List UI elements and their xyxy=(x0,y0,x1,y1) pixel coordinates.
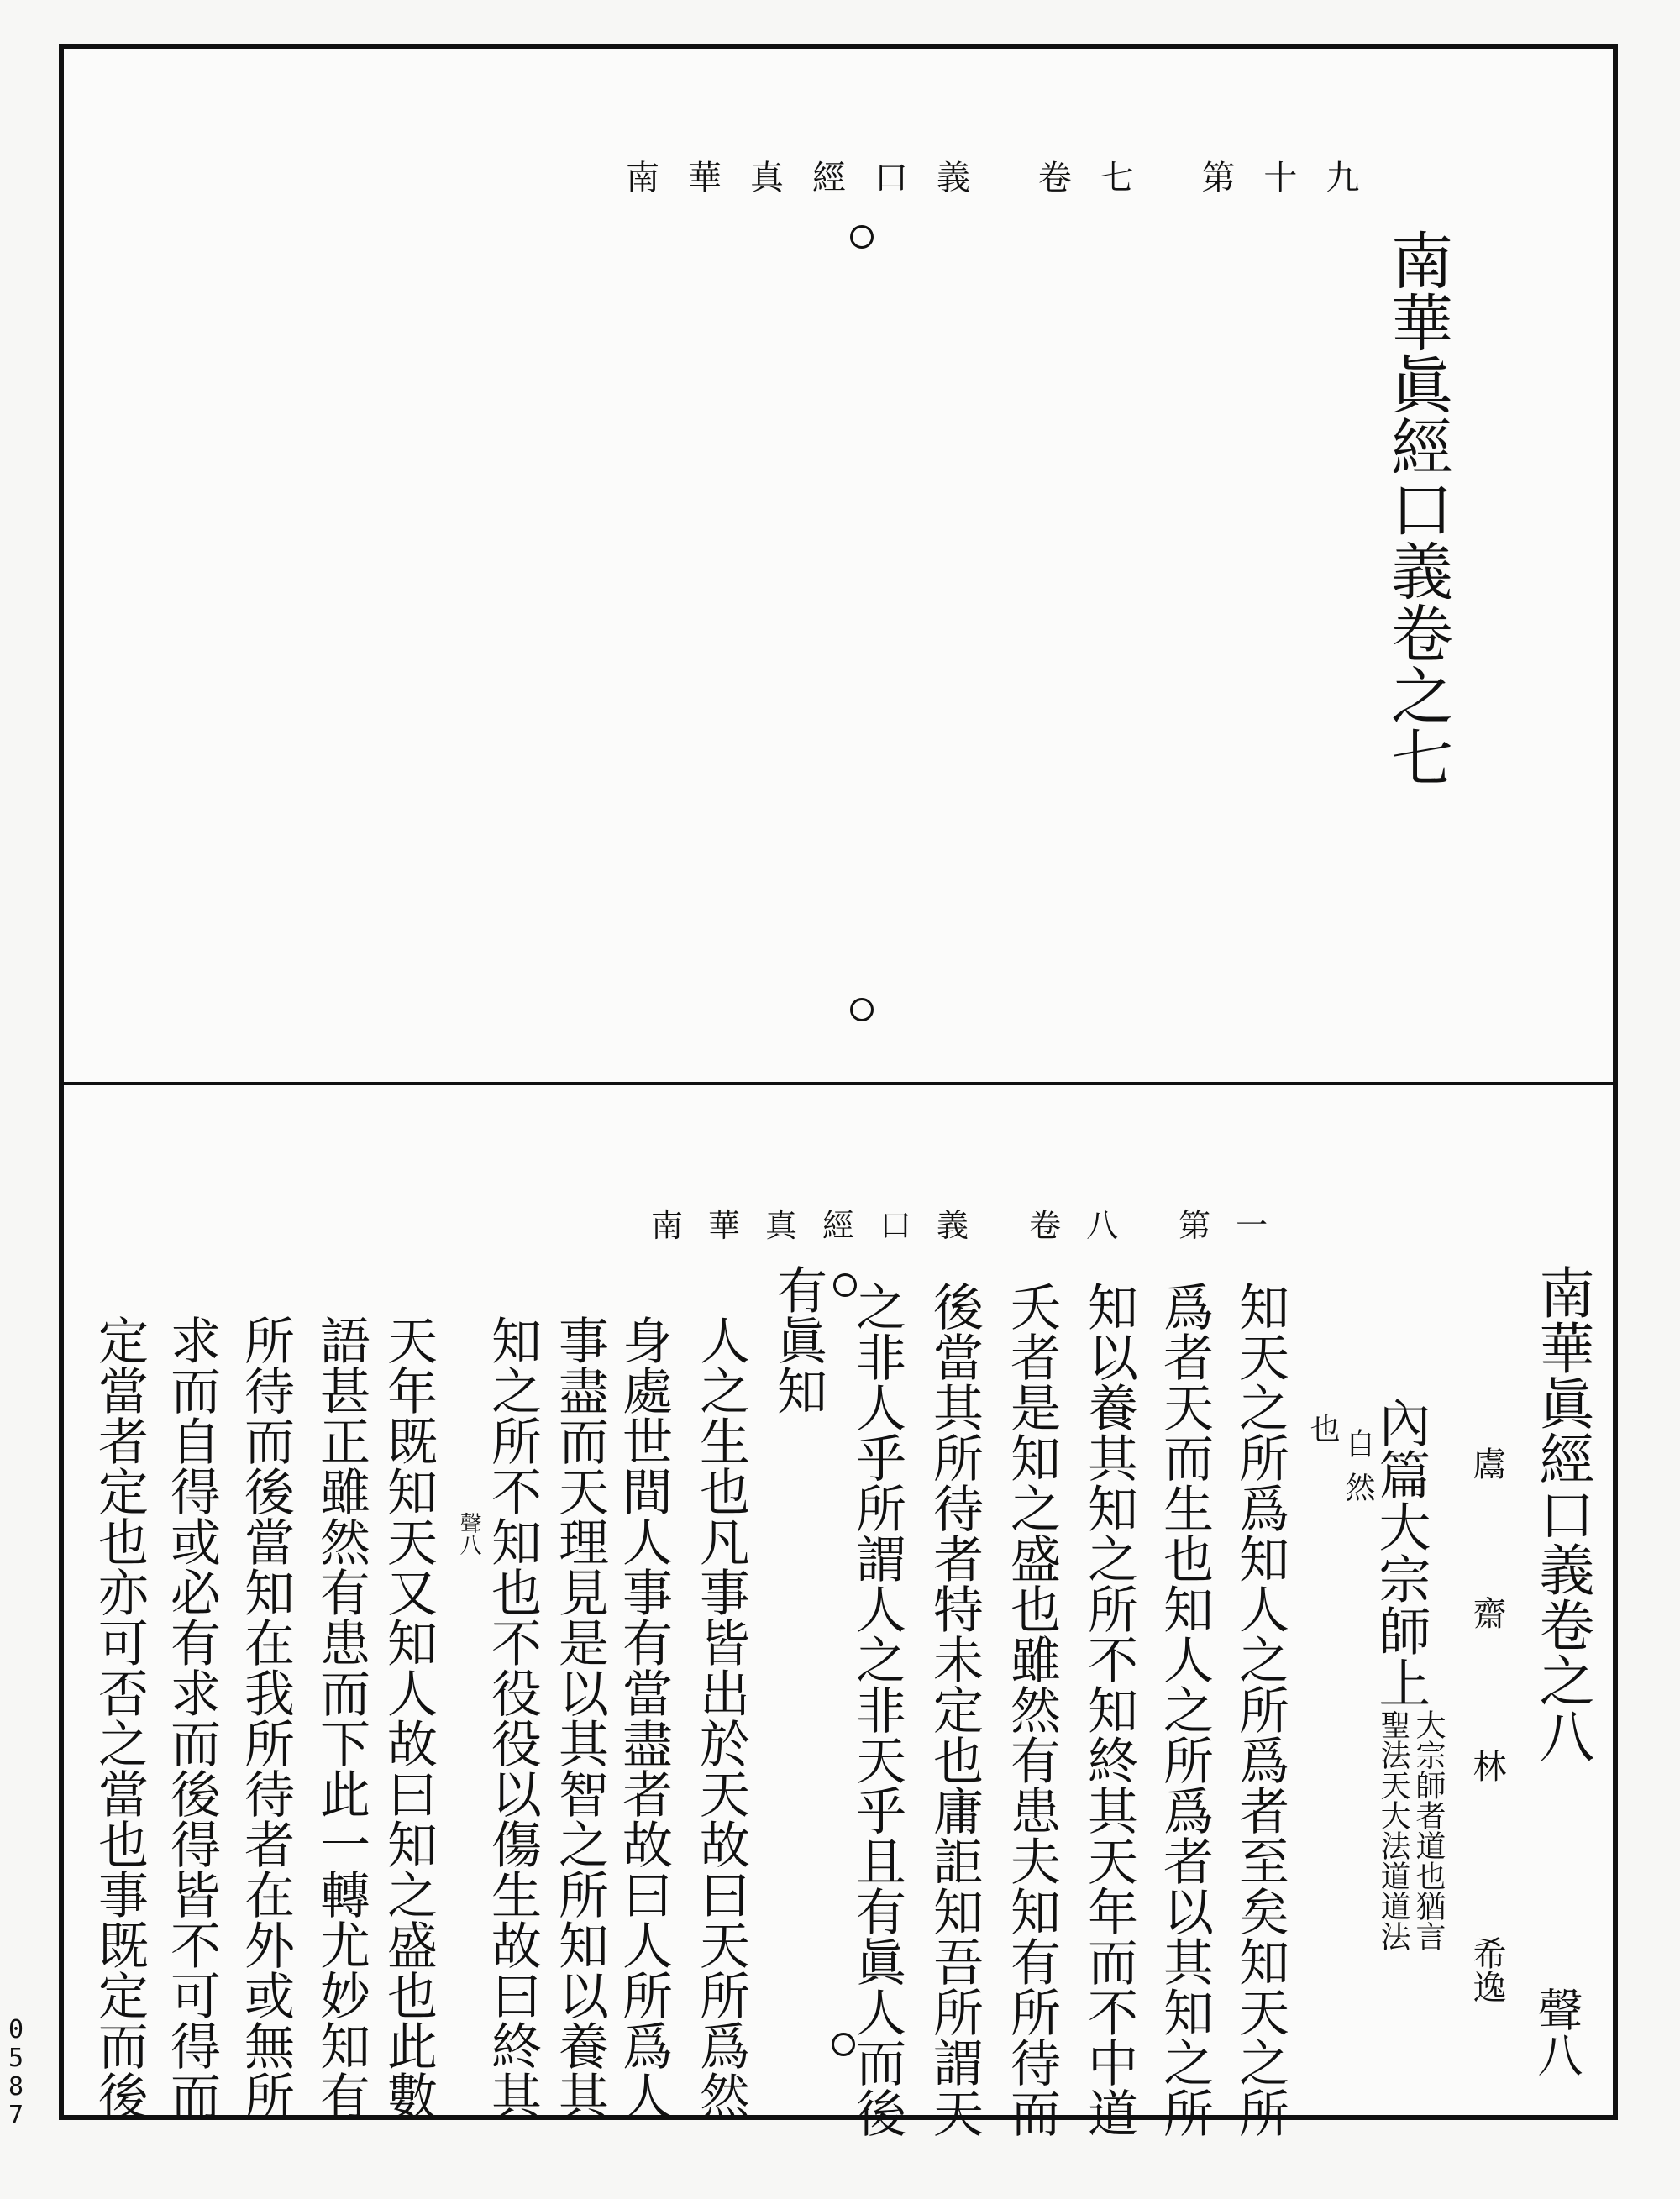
text-column-4: 夭者是知之盛也雖然有患夫知有所待而 xyxy=(1002,1281,1061,2138)
commentary-column-1: 人之生也凡事皆出於天故曰天所爲然 xyxy=(691,1315,750,2121)
text-column-2: 爲者天而生也知人之所爲者以其知之所 xyxy=(1155,1281,1214,2138)
commentary-note-a1: 大宗師者道也猶言 xyxy=(1411,1709,1446,1951)
upper-running-header: 南華真經口義 卷七 第十九 xyxy=(626,159,1389,197)
commentary-note-a2: 聖法天大法道道法 xyxy=(1376,1709,1410,1951)
commentary-column-7: 所待而後當知在我所待者在外或無所 xyxy=(236,1315,295,2121)
commentary-column-5: 天年既知天又知人故曰知之盛也此數 xyxy=(379,1315,438,2121)
commentary-column-3: 事盡而天理見是以其智之所知以養其 xyxy=(550,1315,609,2121)
commentary-note-b3: 也 xyxy=(1305,1413,1340,1443)
volume-mark: 聲八 xyxy=(1530,1986,1583,2077)
lower-running-header: 南華真經口義 卷八 第一 xyxy=(651,1207,1294,1244)
text-column-7: 有眞知 xyxy=(769,1264,827,1415)
commentary-column-8: 求而自得或必有求而後得皆不可得而 xyxy=(162,1315,221,2121)
lower-chapter-title: 南華眞經口義卷之八 xyxy=(1530,1264,1594,1763)
binding-hole-lower-top xyxy=(833,1273,857,1297)
binding-hole-lower-bottom xyxy=(832,2033,855,2056)
upper-chapter-title: 南華眞經口義卷之七 xyxy=(1381,228,1453,788)
commentary-note-b1: 自 xyxy=(1341,1428,1375,1458)
binding-hole-middle xyxy=(850,998,874,1021)
author-char-4: 希逸 xyxy=(1467,1936,1506,2003)
text-column-1: 知天之所爲知人之所爲者至矣知天之所 xyxy=(1231,1281,1289,2138)
binding-hole-top xyxy=(850,225,874,249)
page-divider xyxy=(59,1082,1618,1085)
author-char-2: 齋 xyxy=(1467,1596,1506,1630)
commentary-column-9: 定當者定也亦可否之當也事既定而後 xyxy=(90,1315,149,2121)
commentary-column-2: 身處世間人事有當盡者故曰人所爲人 xyxy=(614,1315,673,2121)
gutter-mark: 聲八 xyxy=(456,1512,481,1556)
side-page-number: 0587 xyxy=(8,2015,24,2130)
author-char-3: 林 xyxy=(1467,1749,1506,1782)
author-char-1: 鬳 xyxy=(1467,1446,1506,1480)
commentary-column-6: 語甚正雖然有患而下此一轉尤妙知有 xyxy=(312,1315,370,2121)
text-column-5: 後當其所待者特未定也庸詎知吾所謂天 xyxy=(925,1281,984,2138)
text-column-3: 知以養其知之所不知終其天年而不中道 xyxy=(1079,1281,1138,2138)
commentary-column-4: 知之所不知也不役役以傷生故曰終其 xyxy=(483,1315,542,2121)
commentary-note-b2: 然 xyxy=(1341,1472,1375,1502)
chapter-name: 內篇大宗師上 xyxy=(1370,1396,1431,1708)
text-column-6: 之非人乎所謂人之非天乎且有眞人而後 xyxy=(848,1281,906,2138)
